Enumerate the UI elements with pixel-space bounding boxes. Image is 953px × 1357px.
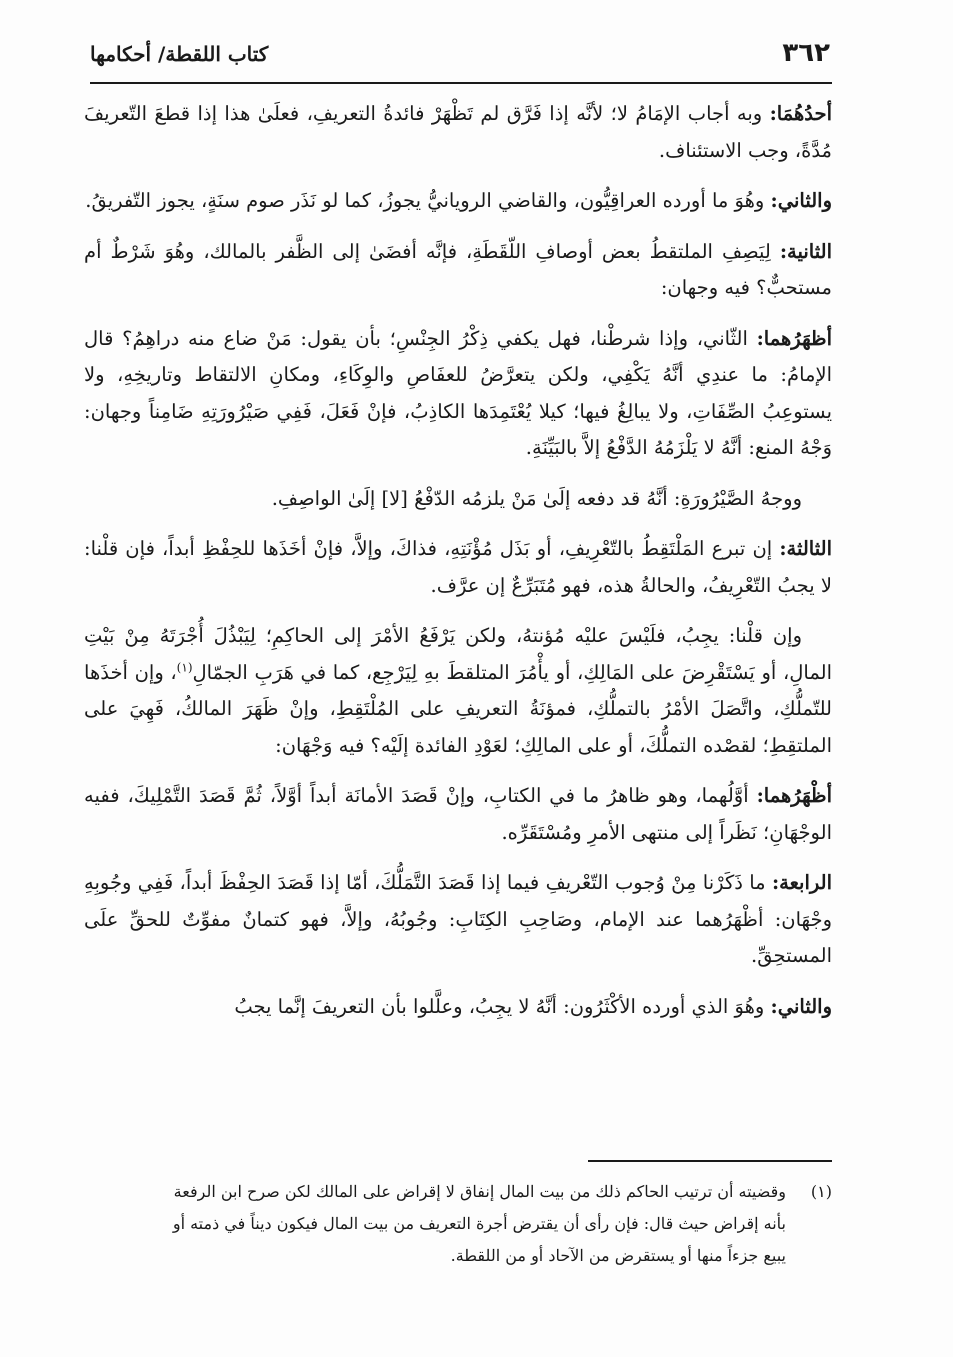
- paragraph-lead: والثاني:: [770, 189, 832, 212]
- paragraph-lead: الثالثة:: [779, 537, 832, 560]
- paragraph-lead: والثاني:: [770, 994, 832, 1018]
- paragraph-text: ووجهُ الصَّيْرُورَةِ: أنَّهُ قد دفعه إلَىٰ مَنْ يلزمُه الدّفْعُ [لا] إلَىٰ الواصِفِ.: [271, 486, 802, 510]
- page-header: [90, 38, 830, 82]
- footnote: [84, 1176, 832, 1272]
- footnote-marker: (١): [810, 1182, 832, 1201]
- paragraph-text: وبه أجاب الإمَامُ لا؛ لأنَّه إذا فَرَّق لم تَظْهَرْ فائدةُ التعريفِ، فعلَىٰ هذا إذا قطعَ التّعريفَ مُدَّةً، وجب الاستئناف.: [84, 102, 832, 162]
- paragraph-text: الثّاني، وإذا شرطْنا، فهل يكفي ذِكْرُ الجِنْسِ؛ بأن يقول: مَنْ ضاع منه دراهِمُ؟ قال الإمامُ: ما عندِي أنَّهُ يَكْفِي، ولكن يتعرَّضُ للعفَاصِ والوِكَاءِ، ومكانِ الالتقاط وتاريخِهِ، ولا يستوعِبُ الصِّفَاتِ، ولا يبالِغُ فيها؛ كيلا يُعْتَمِدَها الكاذِبُ، فإنْ فَعَلَ، فَفِي صَيْرُورَتِهِ ضَامِناً وجهان: وَجْهُ المنع: أنَّهُ لا يَلْزَمُهُ الدَّفْعُ إلاَّ بالبَيِّنَةِ.: [84, 326, 832, 459]
- footnotes: [84, 1176, 832, 1272]
- paragraph-lead: الثانية:: [779, 239, 832, 263]
- footnote-line: يبيع جزءاً منها أو يستقرض من الآحاد أو من اللقطة.: [450, 1246, 786, 1265]
- paragraph-lead: أظهَرُهما:: [756, 326, 832, 350]
- paragraph: [84, 778, 832, 851]
- footnote-line: [84, 1176, 832, 1208]
- paragraph: [84, 989, 832, 1026]
- paragraph: [84, 183, 832, 220]
- paragraph-lead: أظْهَرُهما:: [756, 784, 832, 807]
- paragraph: [84, 321, 832, 467]
- paragraph-text-continued: ، وإن أخذَها للتّملُّكِ، واتَّصَلَ الأمْرُ بالتملُّكِ، فمؤنَةُ التعريفِ على المُلْتَقِطِ، وإنْ ظَهَرَ المالكُ، فَهِيَ على الملتقِطِ؛ لقصْده التملُّكَ، أو على المالِكِ؛ لعَوْدِ الفائدة إلَيْه؟ فيه وَجْهَان:: [84, 660, 832, 757]
- paragraph: [84, 618, 832, 764]
- paragraph-text: وإن قلْنا: يجِبُ، فلَيْسَ عليْه مُؤنتهُ، ولكن يَرْفَعُ الأمْرَ إلى الحاكِمِ؛ لِيَبْذُلَ أُجْرَتَهُ مِنْ بَيْتِ المالِ، أو يَسْتَقْرِضَ على المَالِكِ، أو يأْمُرَ المتلقطَ بهِ لِيَرْجِع، كما في هَرَبِ الجمّالِ: [84, 624, 832, 684]
- paragraph-text: أوَّلُهما، وهو ظاهرُ ما في الكتابِ، وإنْ قَصَدَ الأمانَة أبداً أوَّلاً، ثُمَّ قَصَدَ التَّمْلِيكَ، ففيه الوجْهَانِ؛ نَظَراً إلى منتهى الأمرِ ومُسْتَقَرِّه.: [84, 784, 832, 844]
- paragraph: [84, 234, 832, 307]
- paragraph: [84, 481, 832, 518]
- paragraph-text: وهُوَ ما أورده العراقِيُّون، والقاضي الرويانيُّ يجوزُ، كما لو نَذَر صوم سنَةٍ، يجوز التّفريقُ.: [85, 189, 771, 212]
- paragraph-text: وهُوَ الذي أورده الأكْثَرُون: أنَّهُ لا يجِبُ، وعلَّلوا بأن التعريفَ إنَّما يجبُ: [234, 994, 771, 1018]
- footnote-text: وقضيته أن ترتيب الحاكم ذلك من بيت المال إنفاق لا إقراض على المالك لكن صرح ابن الرفعة: [173, 1182, 786, 1201]
- header-rule: [90, 82, 832, 84]
- paragraph: [84, 96, 832, 169]
- page-number: ٣٦٢: [782, 38, 830, 68]
- footnote-separator: [588, 1160, 832, 1162]
- paragraph: [84, 865, 832, 975]
- paragraph-text: ما ذَكَرْنا مِنْ وُجوب التّعْريفِ فيما إذا قَصَدَ التَّمَلُّكَ، أمّا إذا قَصَدَ الحِفْظَ أبداً، فَفِي وجُوبِهِ وجْهَان: أظْهَرُهما عند الإمام، وصَاحِبِ الكِتَابِ: وجُوبُهُ، وإلاَّ، فهو كتمانٌ مفوِّتٌ للحقِّ علَى المستحِقِّ.: [84, 871, 832, 967]
- running-head: كتاب اللقطة/ أحكامها: [90, 42, 269, 66]
- paragraph-lead: الرابعة:: [771, 871, 832, 894]
- paragraph-lead: أحدُهُمَا:: [769, 102, 832, 125]
- paragraph: [84, 531, 832, 604]
- footnote-reference[interactable]: (١): [176, 660, 193, 674]
- main-text: [84, 96, 832, 1039]
- paragraph-text: لِيَصِفِ الملتقطُ بعض أوصافِ اللّقَطَةِ، فإنَّه أفضَىٰ إلى الظَّفر بالمالك، وهُوَ شَرْطٌ أم مستحبٌّ؟ فيه وجهان:: [84, 239, 832, 299]
- paragraph-text: إن تبرع المَلْتَقِطُ بالتّعْرِيفِ، أو بَذَل مُؤْنَتِهِ، فذاكَ، وإلاَّ، فإنْ أخَذَها للحِفْظِ أبداً، فإن قلْنا: لا يجبُ التّعْرِيفُ، والحالةُ هذه، فهو مُتَبَرِّعٌ إن عرَّف.: [84, 537, 832, 597]
- footnote-line: بأنه إقراض حيث قال: فإن رأى أن يقترض أجرة التعريف من بيت المال فيكون ديناً في ذمته أو: [172, 1214, 786, 1233]
